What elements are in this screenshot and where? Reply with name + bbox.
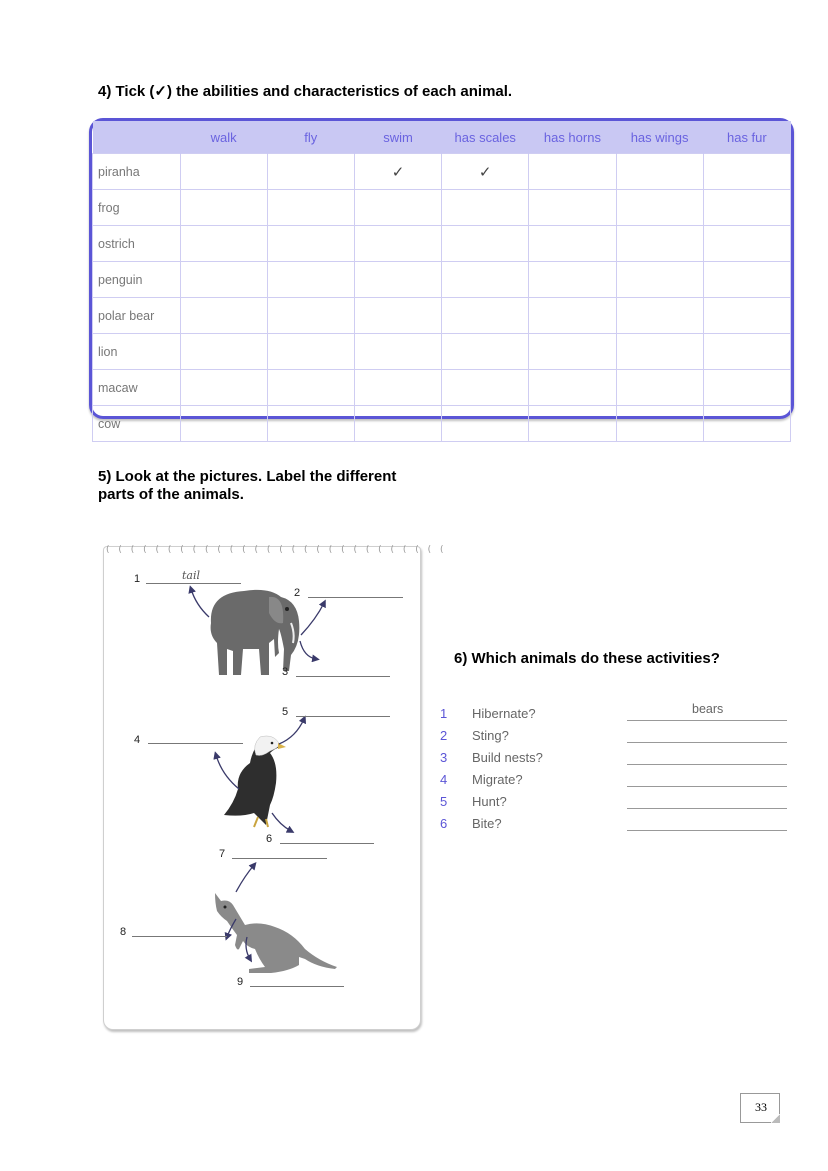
tick-cell[interactable] bbox=[529, 334, 616, 370]
activity-question: Sting? bbox=[472, 728, 509, 743]
tick-cell[interactable] bbox=[267, 262, 354, 298]
tick-cell[interactable] bbox=[354, 406, 441, 442]
activity-question: Hibernate? bbox=[472, 706, 536, 721]
activity-answer-line[interactable] bbox=[627, 786, 787, 787]
animal-name: polar bear bbox=[93, 298, 181, 334]
activity-number: 1 bbox=[440, 706, 448, 721]
tick-cell[interactable] bbox=[529, 298, 616, 334]
tick-cell[interactable] bbox=[703, 334, 790, 370]
label-1-line[interactable] bbox=[146, 583, 241, 584]
label-6-line[interactable] bbox=[280, 843, 374, 844]
tick-cell[interactable] bbox=[267, 406, 354, 442]
tick-cell[interactable] bbox=[529, 226, 616, 262]
activity-answer-line[interactable] bbox=[627, 742, 787, 743]
activity-question: Bite? bbox=[472, 816, 502, 831]
tick-cell[interactable] bbox=[267, 226, 354, 262]
column-header: has scales bbox=[442, 121, 529, 154]
tick-cell[interactable] bbox=[442, 262, 529, 298]
label-number: 6 bbox=[266, 833, 273, 845]
tick-cell[interactable] bbox=[703, 370, 790, 406]
abilities-table bbox=[89, 118, 794, 431]
tick-cell[interactable] bbox=[529, 154, 616, 190]
section-5-heading: 5) Look at the pictures. Label the different parts of the animals. bbox=[98, 468, 397, 503]
tick-cell[interactable] bbox=[616, 298, 703, 334]
page-curl-corner bbox=[771, 1114, 780, 1123]
tick-cell[interactable] bbox=[180, 298, 267, 334]
table-row bbox=[93, 370, 791, 406]
tick-cell[interactable] bbox=[529, 190, 616, 226]
notebook-card bbox=[103, 545, 447, 1030]
tick-cell[interactable] bbox=[180, 154, 267, 190]
page-number-box bbox=[740, 1093, 780, 1123]
activity-number: 6 bbox=[440, 816, 448, 831]
tick-cell[interactable] bbox=[442, 370, 529, 406]
notebook-spiral: ( ( ( ( ( ( ( ( ( ( ( ( ( ( ( ( ( ( ( ( ( ( ( ( ( ( ( ( bbox=[106, 545, 447, 555]
label-2-line[interactable] bbox=[308, 597, 403, 598]
tick-cell[interactable] bbox=[354, 262, 441, 298]
tick-cell[interactable] bbox=[180, 370, 267, 406]
tick-cell[interactable] bbox=[267, 370, 354, 406]
tick-cell[interactable] bbox=[703, 190, 790, 226]
table-corner-cell bbox=[93, 121, 181, 154]
tick-cell[interactable] bbox=[703, 298, 790, 334]
animal-name: ostrich bbox=[93, 226, 181, 262]
table-row bbox=[93, 154, 791, 190]
tick-cell[interactable] bbox=[442, 226, 529, 262]
tick-cell[interactable] bbox=[616, 226, 703, 262]
label-1-answer: tail bbox=[182, 569, 201, 582]
label-4-line[interactable] bbox=[148, 743, 243, 744]
tick-cell[interactable] bbox=[616, 262, 703, 298]
tick-cell[interactable] bbox=[354, 226, 441, 262]
column-header: fly bbox=[267, 121, 354, 154]
tick-cell[interactable] bbox=[616, 154, 703, 190]
activity-question: Build nests? bbox=[472, 750, 543, 765]
table-row bbox=[93, 334, 791, 370]
tick-cell[interactable] bbox=[267, 190, 354, 226]
activity-answer-line[interactable] bbox=[627, 720, 787, 721]
table-row bbox=[93, 226, 791, 262]
column-header: walk bbox=[180, 121, 267, 154]
label-number: 7 bbox=[219, 848, 226, 860]
label-number: 8 bbox=[120, 926, 127, 938]
label-number: 5 bbox=[282, 706, 289, 718]
tick-cell[interactable] bbox=[442, 298, 529, 334]
tick-cell[interactable] bbox=[180, 190, 267, 226]
tick-cell[interactable] bbox=[529, 406, 616, 442]
label-arrows bbox=[104, 545, 447, 1031]
label-3-line[interactable] bbox=[296, 676, 390, 677]
activity-question: Migrate? bbox=[472, 772, 523, 787]
tick-cell[interactable] bbox=[267, 298, 354, 334]
label-8-line[interactable] bbox=[132, 936, 227, 937]
activity-answer-line[interactable] bbox=[627, 830, 787, 831]
label-5-line[interactable] bbox=[296, 716, 390, 717]
tick-cell[interactable] bbox=[354, 190, 441, 226]
label-9-line[interactable] bbox=[250, 986, 344, 987]
table-row bbox=[93, 262, 791, 298]
tick-cell[interactable] bbox=[703, 154, 790, 190]
tick-cell[interactable] bbox=[703, 226, 790, 262]
column-header: has horns bbox=[529, 121, 616, 154]
tick-cell[interactable] bbox=[354, 370, 441, 406]
activity-answer-line[interactable] bbox=[627, 808, 787, 809]
tick-cell[interactable] bbox=[616, 190, 703, 226]
tick-cell[interactable]: ✓ bbox=[442, 154, 529, 190]
label-number: 9 bbox=[237, 976, 244, 988]
tick-cell[interactable] bbox=[703, 406, 790, 442]
tick-cell[interactable] bbox=[703, 262, 790, 298]
tick-cell[interactable] bbox=[180, 334, 267, 370]
tick-cell[interactable] bbox=[616, 370, 703, 406]
activity-number: 5 bbox=[440, 794, 448, 809]
tick-cell[interactable] bbox=[267, 154, 354, 190]
tick-cell[interactable] bbox=[616, 406, 703, 442]
section-4-heading: 4) Tick (✓) the abilities and characteristics of each animal. bbox=[98, 83, 513, 100]
table-row bbox=[93, 190, 791, 226]
tick-cell[interactable] bbox=[529, 370, 616, 406]
tick-cell[interactable] bbox=[354, 334, 441, 370]
table-header-row bbox=[93, 121, 791, 154]
tick-cell[interactable] bbox=[442, 190, 529, 226]
label-number: 4 bbox=[134, 734, 141, 746]
tick-cell[interactable] bbox=[354, 298, 441, 334]
tick-cell[interactable] bbox=[267, 334, 354, 370]
tick-cell[interactable] bbox=[180, 406, 267, 442]
activity-answer-line[interactable] bbox=[627, 764, 787, 765]
column-header: has fur bbox=[703, 121, 790, 154]
table-row bbox=[93, 298, 791, 334]
animal-name: penguin bbox=[93, 262, 181, 298]
section-6-heading: 6) Which animals do these activities? bbox=[454, 650, 720, 667]
column-header: has wings bbox=[616, 121, 703, 154]
table-row bbox=[93, 406, 791, 442]
label-number: 1 bbox=[134, 573, 141, 585]
tick-cell[interactable] bbox=[180, 226, 267, 262]
column-header: swim bbox=[354, 121, 441, 154]
tick-cell[interactable] bbox=[529, 262, 616, 298]
tick-cell[interactable] bbox=[442, 406, 529, 442]
label-7-line[interactable] bbox=[232, 858, 327, 859]
animal-name: frog bbox=[93, 190, 181, 226]
animal-name: macaw bbox=[93, 370, 181, 406]
animal-name: piranha bbox=[93, 154, 181, 190]
tick-cell[interactable] bbox=[616, 334, 703, 370]
activity-answer: bears bbox=[692, 702, 724, 716]
label-number: 3 bbox=[282, 666, 289, 678]
animal-name: cow bbox=[93, 406, 181, 442]
tick-cell[interactable] bbox=[442, 334, 529, 370]
label-number: 2 bbox=[294, 587, 301, 599]
page-number: 33 bbox=[755, 1100, 767, 1114]
tick-cell[interactable]: ✓ bbox=[354, 154, 441, 190]
animal-name: lion bbox=[93, 334, 181, 370]
activity-question: Hunt? bbox=[472, 794, 507, 809]
activity-number: 4 bbox=[440, 772, 448, 787]
activity-number: 3 bbox=[440, 750, 448, 765]
activity-number: 2 bbox=[440, 728, 448, 743]
tick-cell[interactable] bbox=[180, 262, 267, 298]
